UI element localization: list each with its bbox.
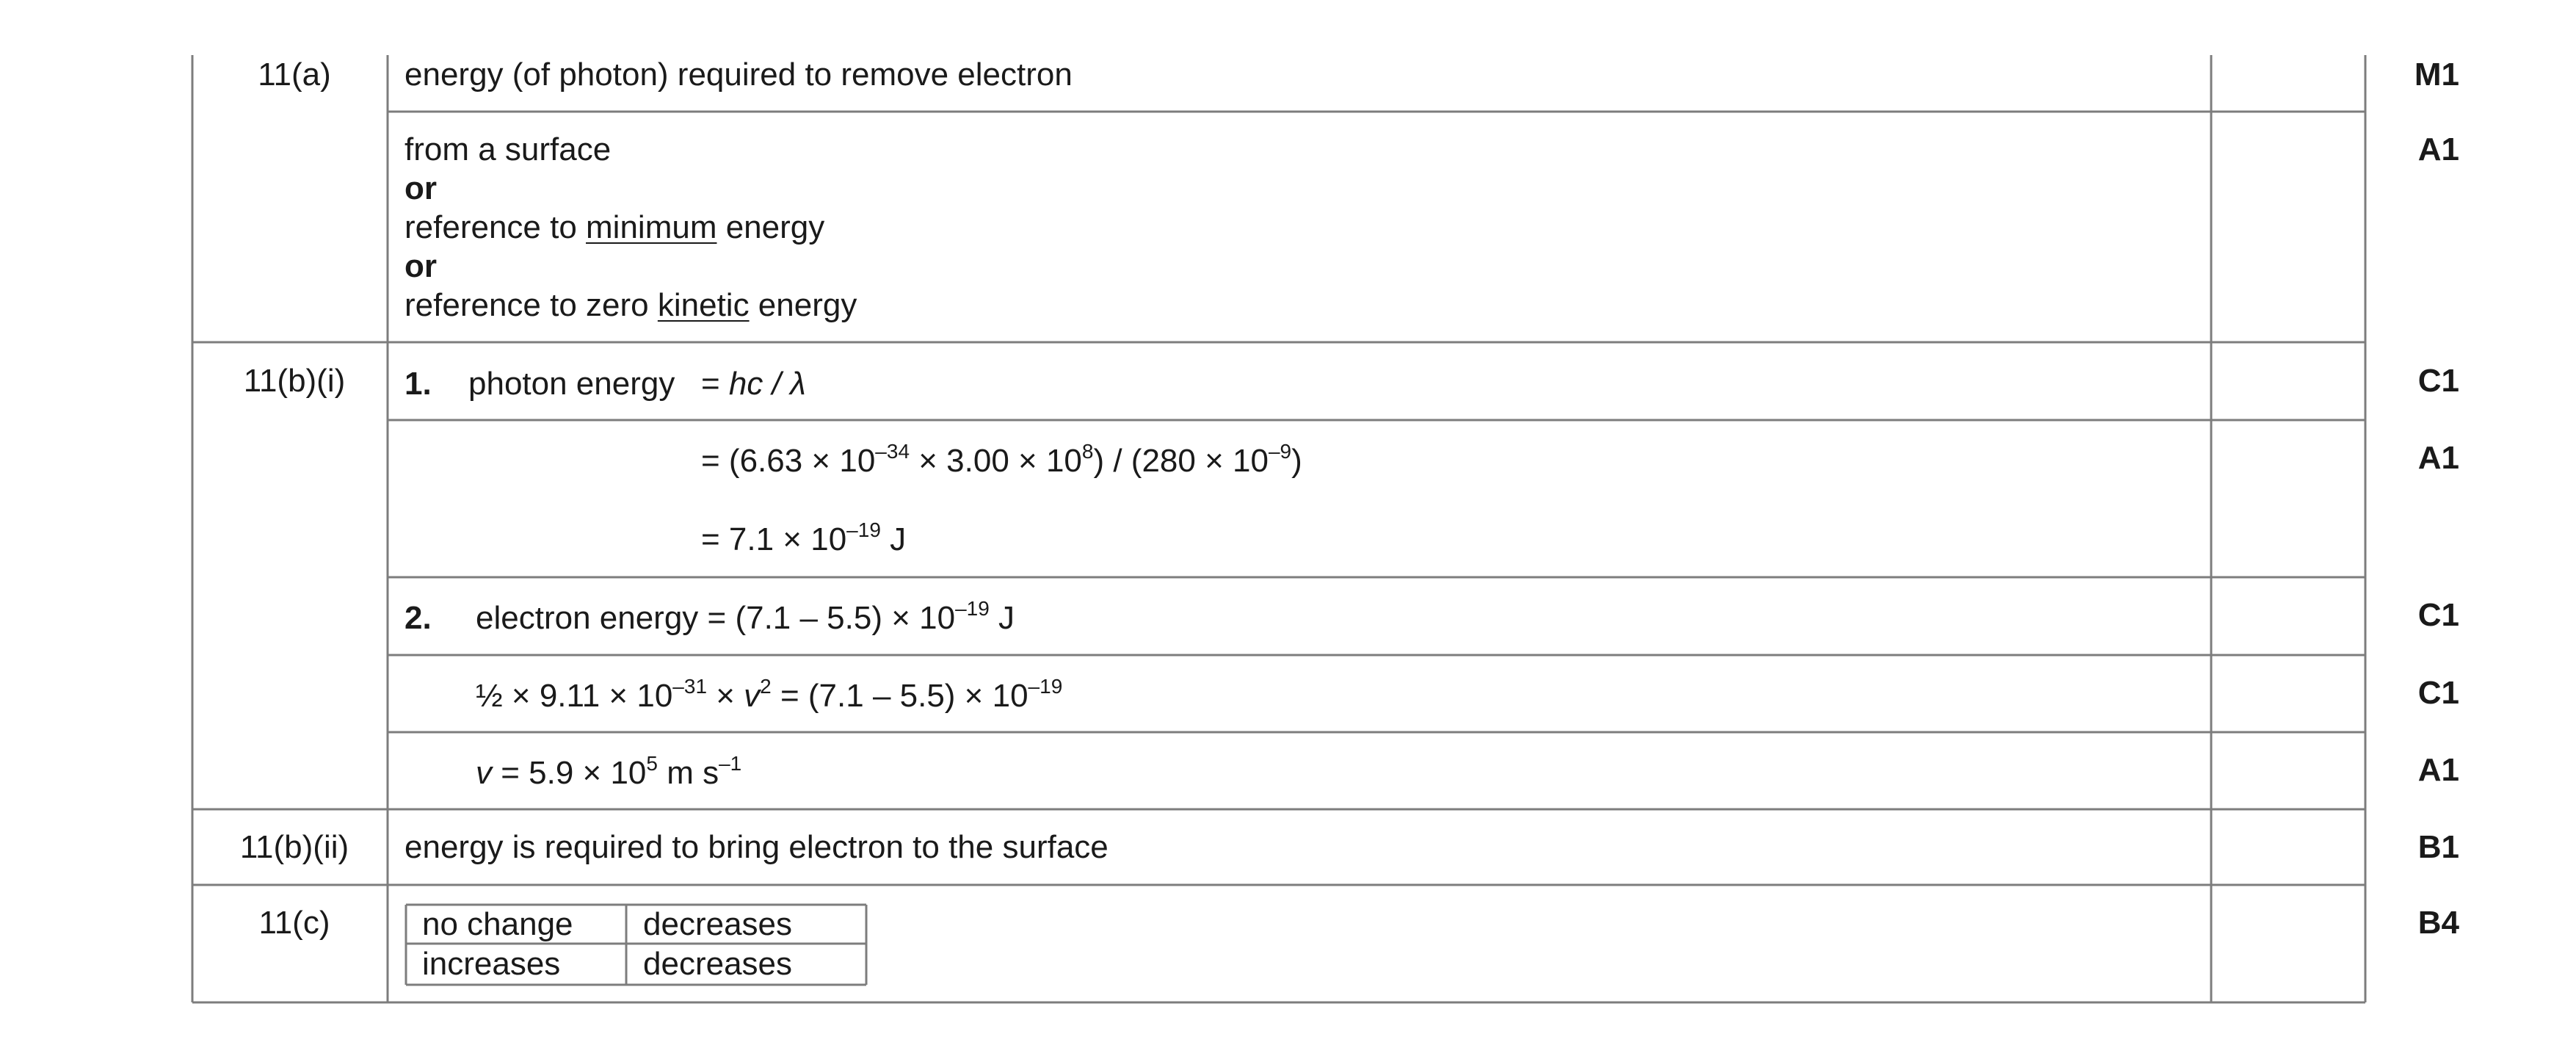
question-number-11bii: 11(b)(ii) <box>239 829 349 865</box>
mark-11bi-c1-second: C1 <box>2417 597 2459 633</box>
mark-11bi-a1-second: A1 <box>2417 752 2459 788</box>
question-number-11c: 11(c) <box>258 905 330 941</box>
answer-11bi-photon-energy-result: = $7.1 \times 10^{-19}$ J <box>701 518 907 557</box>
answer-11a-from-surface: from a surface <box>404 131 612 167</box>
answer-11bi-kinetic-energy-equation: ½ × $9.11 \times 10^{-31} \times v^2 = (7.1 - 5.5) \times 10^{-19}$ <box>476 675 1063 714</box>
answer-11bii: energy is required to bring electron to the surface <box>404 829 1109 865</box>
answer-11a-zero-kinetic-energy: reference to zero kinetic energy <box>404 287 857 323</box>
answer-11c-cell-r1c1: no change <box>422 906 573 942</box>
answer-11c-cell-r1c2: decreases <box>643 906 793 942</box>
question-number-11bi: 11(b)(i) <box>243 363 346 399</box>
mark-11c-b4: B4 <box>2417 905 2459 941</box>
answer-11bi-substitution: = $(6.63 \times 10^{-34} \times 3.00 \times 10^8) / (280 \times 10^{-9})$ <box>701 440 1302 479</box>
answer-11a-or-2: or <box>404 248 437 284</box>
answer-11bi-part-1-number: 1. <box>404 366 432 402</box>
answer-11a-minimum-energy: reference to minimum energy <box>404 209 825 245</box>
answer-11a-line1: energy (of photon) required to remove electron <box>404 57 1073 93</box>
answer-11c-cell-r2c2: decreases <box>643 946 793 982</box>
mark-11bii-b1: B1 <box>2417 829 2459 865</box>
mark-11a-m1: M1 <box>2414 57 2459 93</box>
answer-11a-or-1: or <box>404 170 437 206</box>
answer-11c-cell-r2c1: increases <box>422 946 561 982</box>
answer-11bi-part-2-number: 2. <box>404 600 432 636</box>
answer-11bi-electron-energy: electron energy = $(7.1 - 5.5) \times 10^{-19}$ J <box>476 597 1015 636</box>
question-number-11a: 11(a) <box>258 57 331 93</box>
mark-11a-a1: A1 <box>2417 131 2459 167</box>
answer-11bi-photon-energy-formula: = hc / λ <box>701 366 806 402</box>
answer-11bi-speed-result: $v = 5.9 \times 10^5$ m $s^{-1}$ <box>476 752 742 791</box>
mark-11bi-c1-first: C1 <box>2417 363 2459 399</box>
mark-11bi-a1-first: A1 <box>2417 440 2459 476</box>
mark-11bi-c1-third: C1 <box>2417 675 2459 711</box>
answer-11bi-photon-energy-label: photon energy <box>468 366 675 402</box>
